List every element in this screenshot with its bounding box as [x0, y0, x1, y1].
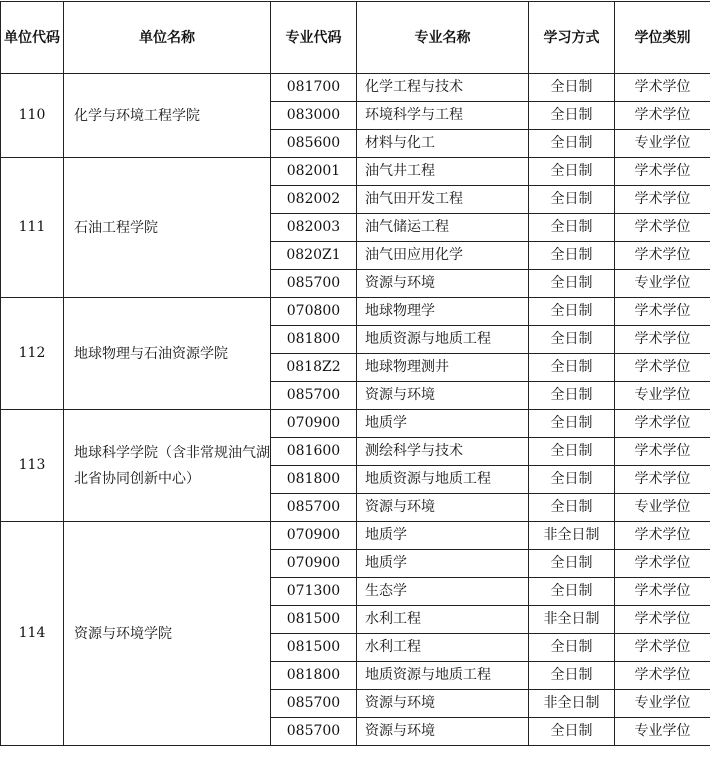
study-mode-cell: 全日制: [529, 102, 615, 130]
major-code-cell: 081800: [271, 662, 357, 690]
major-name-cell: 资源与环境: [357, 270, 529, 298]
major-name-cell: 地球物理学: [357, 298, 529, 326]
major-name-cell: 水利工程: [357, 634, 529, 662]
header-unit-code: 单位代码: [1, 2, 64, 74]
major-code-cell: 081500: [271, 606, 357, 634]
unit-code-cell: 112: [1, 298, 64, 410]
study-mode-cell: 全日制: [529, 718, 615, 746]
major-name-cell: 油气储运工程: [357, 214, 529, 242]
major-code-cell: 085600: [271, 130, 357, 158]
degree-type-cell: 学术学位: [615, 74, 710, 102]
unit-name-cell: 地球科学学院（含非常规油气湖北省协同创新中心）: [64, 410, 271, 522]
study-mode-cell: 全日制: [529, 74, 615, 102]
major-name-cell: 地质学: [357, 522, 529, 550]
study-mode-cell: 全日制: [529, 382, 615, 410]
degree-type-cell: 学术学位: [615, 466, 710, 494]
degree-type-cell: 学术学位: [615, 102, 710, 130]
table-row: [1, 410, 710, 438]
degree-type-cell: 专业学位: [615, 494, 710, 522]
degree-type-cell: 学术学位: [615, 662, 710, 690]
unit-code-cell: 110: [1, 74, 64, 158]
table-row: [1, 298, 710, 326]
study-mode-cell: 全日制: [529, 242, 615, 270]
major-code-cell: 071300: [271, 578, 357, 606]
degree-type-cell: 学术学位: [615, 242, 710, 270]
major-code-cell: 0820Z1: [271, 242, 357, 270]
major-code-cell: 070900: [271, 550, 357, 578]
unit-name-cell: 资源与环境学院: [64, 522, 271, 746]
study-mode-cell: 全日制: [529, 130, 615, 158]
header-degree-type: 学位类别: [615, 2, 710, 74]
study-mode-cell: 全日制: [529, 438, 615, 466]
degree-type-cell: 学术学位: [615, 158, 710, 186]
major-name-cell: 资源与环境: [357, 382, 529, 410]
study-mode-cell: 非全日制: [529, 606, 615, 634]
major-code-cell: 085700: [271, 718, 357, 746]
study-mode-cell: 全日制: [529, 298, 615, 326]
major-name-cell: 油气田应用化学: [357, 242, 529, 270]
major-name-cell: 水利工程: [357, 606, 529, 634]
major-code-cell: 085700: [271, 690, 357, 718]
major-code-cell: 081800: [271, 326, 357, 354]
study-mode-cell: 全日制: [529, 466, 615, 494]
unit-code-cell: 113: [1, 410, 64, 522]
major-name-cell: 地质资源与地质工程: [357, 326, 529, 354]
major-name-cell: 环境科学与工程: [357, 102, 529, 130]
study-mode-cell: 非全日制: [529, 690, 615, 718]
major-code-cell: 0818Z2: [271, 354, 357, 382]
degree-type-cell: 专业学位: [615, 382, 710, 410]
header-unit-name: 单位名称: [64, 2, 271, 74]
study-mode-cell: 全日制: [529, 158, 615, 186]
major-name-cell: 测绘科学与技术: [357, 438, 529, 466]
major-code-cell: 081800: [271, 466, 357, 494]
unit-code-cell: 114: [1, 522, 64, 746]
study-mode-cell: 全日制: [529, 578, 615, 606]
study-mode-cell: 全日制: [529, 494, 615, 522]
table-body: [1, 74, 710, 746]
degree-type-cell: 专业学位: [615, 270, 710, 298]
degree-type-cell: 学术学位: [615, 522, 710, 550]
study-mode-cell: 全日制: [529, 214, 615, 242]
major-code-cell: 070900: [271, 410, 357, 438]
degree-type-cell: 专业学位: [615, 690, 710, 718]
major-name-cell: 地质资源与地质工程: [357, 662, 529, 690]
major-name-cell: 地质学: [357, 410, 529, 438]
degree-type-cell: 学术学位: [615, 578, 710, 606]
major-name-cell: 地质学: [357, 550, 529, 578]
study-mode-cell: 非全日制: [529, 522, 615, 550]
header-major-code: 专业代码: [271, 2, 357, 74]
unit-name-cell: 地球物理与石油资源学院: [64, 298, 271, 410]
major-name-cell: 资源与环境: [357, 494, 529, 522]
major-code-cell: 081500: [271, 634, 357, 662]
study-mode-cell: 全日制: [529, 634, 615, 662]
table-header-row: [1, 2, 710, 74]
major-code-cell: 081600: [271, 438, 357, 466]
major-code-cell: 070900: [271, 522, 357, 550]
degree-type-cell: 学术学位: [615, 438, 710, 466]
major-code-cell: 082001: [271, 158, 357, 186]
degree-type-cell: 学术学位: [615, 298, 710, 326]
study-mode-cell: 全日制: [529, 354, 615, 382]
table-row: [1, 74, 710, 102]
unit-name-cell: 化学与环境工程学院: [64, 74, 271, 158]
major-code-cell: 083000: [271, 102, 357, 130]
study-mode-cell: 全日制: [529, 270, 615, 298]
study-mode-cell: 全日制: [529, 662, 615, 690]
study-mode-cell: 全日制: [529, 186, 615, 214]
major-name-cell: 资源与环境: [357, 690, 529, 718]
major-code-cell: 081700: [271, 74, 357, 102]
major-code-cell: 085700: [271, 270, 357, 298]
major-code-cell: 085700: [271, 382, 357, 410]
major-name-cell: 地球物理测井: [357, 354, 529, 382]
major-name-cell: 资源与环境: [357, 718, 529, 746]
header-study-mode: 学习方式: [529, 2, 615, 74]
study-mode-cell: 全日制: [529, 410, 615, 438]
study-mode-cell: 全日制: [529, 326, 615, 354]
degree-type-cell: 学术学位: [615, 186, 710, 214]
degree-type-cell: 学术学位: [615, 606, 710, 634]
study-mode-cell: 全日制: [529, 550, 615, 578]
major-code-cell: 082002: [271, 186, 357, 214]
major-name-cell: 材料与化工: [357, 130, 529, 158]
degree-type-cell: 学术学位: [615, 634, 710, 662]
major-code-cell: 085700: [271, 494, 357, 522]
major-name-cell: 油气田开发工程: [357, 186, 529, 214]
header-major-name: 专业名称: [357, 2, 529, 74]
major-name-cell: 地质资源与地质工程: [357, 466, 529, 494]
unit-name-cell: 石油工程学院: [64, 158, 271, 298]
degree-type-cell: 专业学位: [615, 130, 710, 158]
degree-type-cell: 学术学位: [615, 550, 710, 578]
degree-type-cell: 学术学位: [615, 214, 710, 242]
table-row: [1, 522, 710, 550]
degree-type-cell: 专业学位: [615, 718, 710, 746]
major-name-cell: 化学工程与技术: [357, 74, 529, 102]
major-code-cell: 070800: [271, 298, 357, 326]
degree-type-cell: 学术学位: [615, 354, 710, 382]
major-name-cell: 油气井工程: [357, 158, 529, 186]
major-code-cell: 082003: [271, 214, 357, 242]
table-row: [1, 158, 710, 186]
degree-type-cell: 学术学位: [615, 410, 710, 438]
major-name-cell: 生态学: [357, 578, 529, 606]
degree-type-cell: 学术学位: [615, 326, 710, 354]
majors-table: [0, 1, 710, 746]
unit-code-cell: 111: [1, 158, 64, 298]
